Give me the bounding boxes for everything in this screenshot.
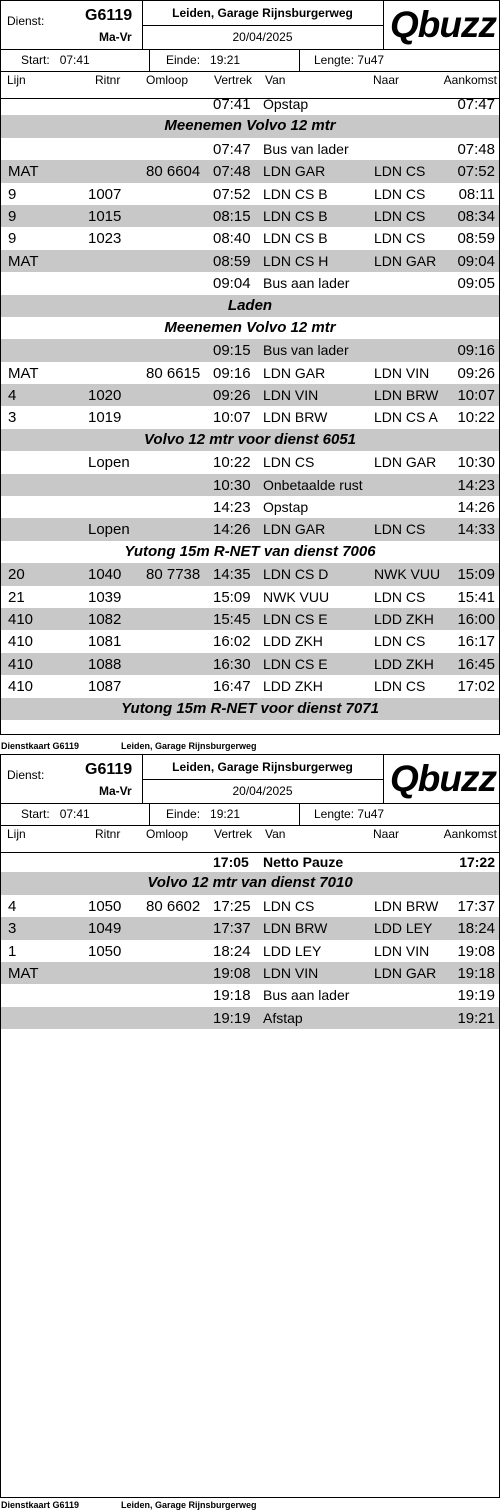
cell-lijn: 4 (8, 387, 17, 405)
start-cell (1, 803, 149, 825)
cell-aankomst: 07:48 (457, 140, 495, 158)
cell-naar: LDD LEY (374, 920, 433, 937)
trip-row (1, 630, 499, 652)
cell-vertrek: 14:23 (213, 499, 251, 517)
einde-cell (149, 49, 299, 71)
cell-lijn: 3 (8, 409, 17, 427)
cell-ritnr: 1088 (88, 655, 122, 673)
cell-aankomst: 10:30 (457, 454, 495, 472)
col-ritnr: Ritnr (95, 73, 121, 87)
cell-aankomst: 19:19 (457, 987, 495, 1005)
section-heading: Meenemen Volvo 12 mtr (1, 115, 499, 137)
section-heading: Laden (1, 295, 499, 317)
cell-lijn: 410 (8, 610, 34, 628)
column-headers (1, 826, 499, 844)
cell-omloop: 80 6604 (146, 163, 201, 181)
cell-vertrek: 09:04 (213, 275, 251, 293)
trip-row (1, 362, 499, 384)
divider (142, 25, 383, 26)
cell-aankomst: 15:09 (457, 566, 495, 584)
cell-aankomst: 09:26 (457, 364, 495, 382)
col-naar: Naar (373, 73, 400, 87)
trip-row (1, 984, 499, 1006)
trip-row (1, 227, 499, 249)
col-vertrek: Vertrek (214, 73, 253, 87)
col-omloop: Omloop (146, 73, 189, 87)
sheet-header (1, 1, 499, 99)
cell-van: LDN CS (263, 454, 315, 471)
cell-vertrek: 09:15 (213, 342, 251, 360)
cell-aankomst: 08:59 (457, 230, 495, 248)
cell-aankomst: 19:08 (457, 942, 495, 960)
cell-vertrek: 17:05 (213, 854, 249, 870)
trip-list (1, 850, 499, 1029)
cell-lijn: 20 (8, 566, 25, 584)
cell-aankomst: 09:05 (457, 275, 495, 293)
schedule-date: 20/04/2025 (232, 784, 293, 798)
cell-naar: LDN CS (374, 521, 426, 538)
cell-van: LDN CS D (263, 566, 329, 583)
cell-naar: LDN GAR (374, 454, 437, 471)
cell-omloop: 80 6615 (146, 364, 201, 382)
cell-lijn: 4 (8, 897, 17, 915)
trip-list (1, 93, 499, 720)
dienst-days: Ma-Vr (99, 784, 132, 798)
trip-row (1, 1007, 499, 1029)
section-heading: Yutong 15m R-NET van dienst 7006 (124, 542, 376, 560)
cell-aankomst: 14:33 (457, 521, 495, 539)
einde-value: 19:21 (210, 53, 241, 67)
trip-row (1, 608, 499, 630)
cell-ritnr: Lopen (88, 454, 130, 472)
start-label: Start: (21, 807, 50, 821)
dienstkaart-page-1 (0, 0, 500, 735)
cell-naar: LDN GAR (374, 964, 437, 981)
cell-aankomst: 08:11 (458, 185, 495, 203)
col-vertrek: Vertrek (214, 827, 253, 841)
cell-vertrek: 14:35 (213, 566, 251, 584)
cell-naar: LDN GAR (374, 252, 437, 269)
cell-vertrek: 16:47 (213, 678, 251, 696)
trip-row (1, 474, 499, 496)
cell-vertrek: 15:45 (213, 610, 251, 628)
cell-vertrek: 19:08 (213, 964, 251, 982)
cell-lijn: 9 (8, 230, 17, 248)
trip-row (1, 205, 499, 227)
col-van: Van (265, 827, 286, 841)
footer-location: Leiden, Garage Rijnsburgerweg (121, 741, 257, 751)
cell-aankomst: 16:00 (457, 610, 495, 628)
footer-label: Dienstkaart G6119 (1, 1500, 80, 1510)
col-lijn: Lijn (7, 73, 26, 87)
dienst-days: Ma-Vr (99, 30, 132, 44)
trip-row (1, 917, 499, 939)
cell-ritnr: Lopen (88, 521, 130, 539)
cell-lijn: MAT (8, 163, 39, 181)
trip-row (1, 339, 499, 361)
cell-van: LDD ZKH (263, 678, 323, 695)
cell-aankomst: 15:41 (457, 588, 495, 606)
trip-row (1, 563, 499, 585)
cell-lijn: 410 (8, 655, 34, 673)
cell-lijn: 410 (8, 678, 34, 696)
cell-ritnr: 1087 (88, 678, 122, 696)
cell-lijn: 21 (8, 588, 25, 606)
trip-row (1, 940, 499, 962)
trip-row (1, 406, 499, 428)
col-ritnr: Ritnr (95, 827, 121, 841)
cell-vertrek: 07:47 (213, 140, 251, 158)
cell-van: Opstap (263, 96, 309, 112)
cell-naar: NWK VUU (374, 566, 441, 583)
trip-row (1, 160, 499, 182)
cell-aankomst: 08:34 (457, 207, 495, 225)
divider (383, 755, 384, 803)
dienst-code: G6119 (85, 7, 133, 24)
trip-row (1, 384, 499, 406)
cell-ritnr: 1040 (88, 566, 122, 584)
divider (142, 779, 383, 780)
shift-times (1, 49, 499, 71)
cell-aankomst: 07:52 (457, 163, 495, 181)
cell-ritnr: 1023 (88, 230, 122, 248)
col-aankomst: Aankomst (443, 73, 497, 87)
cell-vertrek: 19:19 (213, 1009, 251, 1027)
cell-van: LDN CS (263, 897, 315, 914)
cell-lijn: 9 (8, 207, 17, 225)
cell-van: LDN BRW (263, 409, 328, 426)
cell-van: Netto Pauze (263, 854, 344, 870)
cell-aankomst: 17:02 (457, 678, 495, 696)
dienstkaart-page-2 (0, 754, 500, 1498)
cell-naar: LDN VIN (374, 942, 430, 959)
col-aankomst: Aankomst (443, 827, 497, 841)
cell-vertrek: 19:18 (213, 987, 251, 1005)
cell-aankomst: 10:07 (457, 387, 495, 405)
cell-van: LDN VIN (263, 387, 319, 404)
footer-location: Leiden, Garage Rijnsburgerweg (121, 1500, 257, 1510)
cell-ritnr: 1007 (88, 185, 122, 203)
cell-van: NWK VUU (263, 588, 330, 605)
lengte-value: 7u47 (357, 53, 385, 67)
lengte-cell (299, 49, 499, 71)
cell-aankomst: 10:22 (457, 409, 495, 427)
cell-ritnr: 1020 (88, 387, 122, 405)
trip-row (1, 272, 499, 294)
cell-aankomst: 17:22 (459, 854, 495, 870)
trip-row (1, 518, 499, 540)
cell-aankomst: 14:26 (457, 499, 495, 517)
cell-naar: LDN CS (374, 163, 426, 180)
cell-vertrek: 14:26 (213, 521, 251, 539)
cell-naar: LDD ZKH (374, 655, 434, 672)
trip-row (1, 850, 499, 872)
qbuzz-logo: Qbuzz (390, 4, 496, 45)
cell-naar: LDN CS (374, 633, 426, 650)
cell-lijn: 1 (8, 942, 17, 960)
cell-van: LDN BRW (263, 920, 328, 937)
einde-label: Einde: (166, 807, 201, 821)
cell-aankomst: 17:37 (457, 897, 495, 915)
cell-ritnr: 1050 (88, 897, 122, 915)
cell-vertrek: 07:52 (213, 185, 251, 203)
cell-aankomst: 09:16 (457, 342, 495, 360)
cell-van: LDN CS B (263, 207, 328, 224)
trip-row (1, 895, 499, 917)
cell-naar: LDN VIN (374, 364, 430, 381)
cell-naar: LDN CS (374, 185, 426, 202)
cell-naar: LDN CS A (374, 409, 438, 426)
trip-row (1, 496, 499, 518)
cell-vertrek: 07:48 (213, 163, 251, 181)
cell-vertrek: 07:41 (213, 96, 251, 113)
cell-aankomst: 07:47 (457, 96, 495, 113)
cell-vertrek: 16:02 (213, 633, 251, 651)
trip-row (1, 653, 499, 675)
trip-row (1, 138, 499, 160)
lengte-label: Lengte: (314, 807, 355, 821)
schedule-date: 20/04/2025 (232, 30, 293, 44)
col-omloop: Omloop (146, 827, 189, 841)
cell-ritnr: 1049 (88, 920, 122, 938)
qbuzz-logo: Qbuzz (390, 758, 496, 799)
cell-naar: LDN CS (374, 207, 426, 224)
cell-ritnr: 1015 (88, 207, 122, 225)
cell-van: LDN CS B (263, 230, 328, 247)
cell-vertrek: 10:07 (213, 409, 251, 427)
cell-van: LDN CS E (263, 655, 328, 672)
cell-van: Opstap (263, 499, 309, 516)
start-value: 07:41 (59, 807, 90, 821)
einde-label: Einde: (166, 53, 201, 67)
section-heading: Meenemen Volvo 12 mtr (164, 318, 336, 336)
trip-row (1, 675, 499, 697)
trip-row (1, 183, 499, 205)
cell-van: Bus van lader (263, 342, 349, 359)
col-naar: Naar (373, 827, 400, 841)
cell-vertrek: 17:25 (213, 897, 251, 915)
cell-lijn: MAT (8, 964, 39, 982)
cell-aankomst: 16:17 (457, 633, 495, 651)
cell-aankomst: 19:18 (457, 964, 495, 982)
cell-aankomst: 14:23 (457, 476, 495, 494)
cell-lijn: MAT (8, 252, 39, 270)
cell-lijn: 3 (8, 920, 17, 938)
cell-naar: LDN BRW (374, 897, 439, 914)
cell-van: Bus aan lader (263, 275, 350, 292)
cell-naar: LDD ZKH (374, 610, 434, 627)
column-headers (1, 72, 499, 90)
dienst-label: Dienst: (7, 768, 45, 782)
cell-aankomst: 19:21 (457, 1009, 495, 1027)
cell-van: Afstap (263, 1009, 303, 1026)
cell-naar: LDN CS (374, 230, 426, 247)
trip-row (1, 250, 499, 272)
section-heading: Volvo 12 mtr voor dienst 6051 (1, 429, 499, 451)
lengte-cell (299, 803, 499, 825)
garage-location: Leiden, Garage Rijnsburgerweg (172, 6, 353, 20)
cell-vertrek: 18:24 (213, 942, 251, 960)
cell-vertrek: 10:22 (213, 454, 251, 472)
cell-omloop: 80 6602 (146, 897, 201, 915)
cell-lijn: 410 (8, 633, 34, 651)
cell-omloop: 80 7738 (146, 566, 201, 584)
cell-van: LDD LEY (263, 942, 322, 959)
dienst-code: G6119 (85, 761, 133, 778)
trip-row (1, 451, 499, 473)
trip-row (1, 93, 499, 115)
cell-vertrek: 10:30 (213, 476, 251, 494)
cell-aankomst: 09:04 (457, 252, 495, 270)
cell-vertrek: 09:16 (213, 364, 251, 382)
cell-van: LDN GAR (263, 521, 326, 538)
cell-van: Bus van lader (263, 140, 349, 157)
cell-vertrek: 08:40 (213, 230, 251, 248)
cell-lijn: 9 (8, 185, 17, 203)
cell-ritnr: 1019 (88, 409, 122, 427)
cell-naar: LDN CS (374, 588, 426, 605)
start-cell (1, 49, 149, 71)
cell-vertrek: 08:59 (213, 252, 251, 270)
cell-ritnr: 1082 (88, 610, 122, 628)
divider (383, 1, 384, 49)
trip-row (1, 586, 499, 608)
cell-van: LDD ZKH (263, 633, 323, 650)
cell-vertrek: 16:30 (213, 655, 251, 673)
cell-aankomst: 16:45 (457, 655, 495, 673)
trip-row (1, 962, 499, 984)
cell-van: Onbetaalde rust (263, 476, 363, 493)
cell-naar: LDN CS (374, 678, 426, 695)
cell-vertrek: 17:37 (213, 920, 251, 938)
section-heading: Volvo 12 mtr van dienst 7010 (1, 872, 499, 894)
shift-times (1, 803, 499, 825)
cell-vertrek: 15:09 (213, 588, 251, 606)
lengte-value: 7u47 (357, 807, 385, 821)
cell-ritnr: 1039 (88, 588, 122, 606)
cell-van: LDN CS E (263, 610, 328, 627)
start-label: Start: (21, 53, 50, 67)
footer-label: Dienstkaart G6119 (1, 741, 80, 751)
cell-van: LDN CS H (263, 252, 329, 269)
cell-vertrek: 09:26 (213, 387, 251, 405)
garage-location: Leiden, Garage Rijnsburgerweg (172, 760, 353, 774)
cell-ritnr: 1050 (88, 942, 122, 960)
dienst-label: Dienst: (7, 14, 45, 28)
cell-van: LDN GAR (263, 364, 326, 381)
sheet-header (1, 755, 499, 853)
cell-van: Bus aan lader (263, 987, 350, 1004)
cell-ritnr: 1081 (88, 633, 122, 651)
einde-value: 19:21 (210, 807, 241, 821)
lengte-label: Lengte: (314, 53, 355, 67)
cell-van: LDN GAR (263, 163, 326, 180)
cell-lijn: MAT (8, 364, 39, 382)
cell-van: LDN VIN (263, 964, 319, 981)
col-lijn: Lijn (7, 827, 26, 841)
col-van: Van (265, 73, 286, 87)
cell-van: LDN CS B (263, 185, 328, 202)
start-value: 07:41 (59, 53, 90, 67)
cell-aankomst: 18:24 (457, 920, 495, 938)
einde-cell (149, 803, 299, 825)
section-heading: Yutong 15m R-NET voor dienst 7071 (1, 698, 499, 720)
cell-naar: LDN BRW (374, 387, 439, 404)
cell-vertrek: 08:15 (213, 207, 251, 225)
